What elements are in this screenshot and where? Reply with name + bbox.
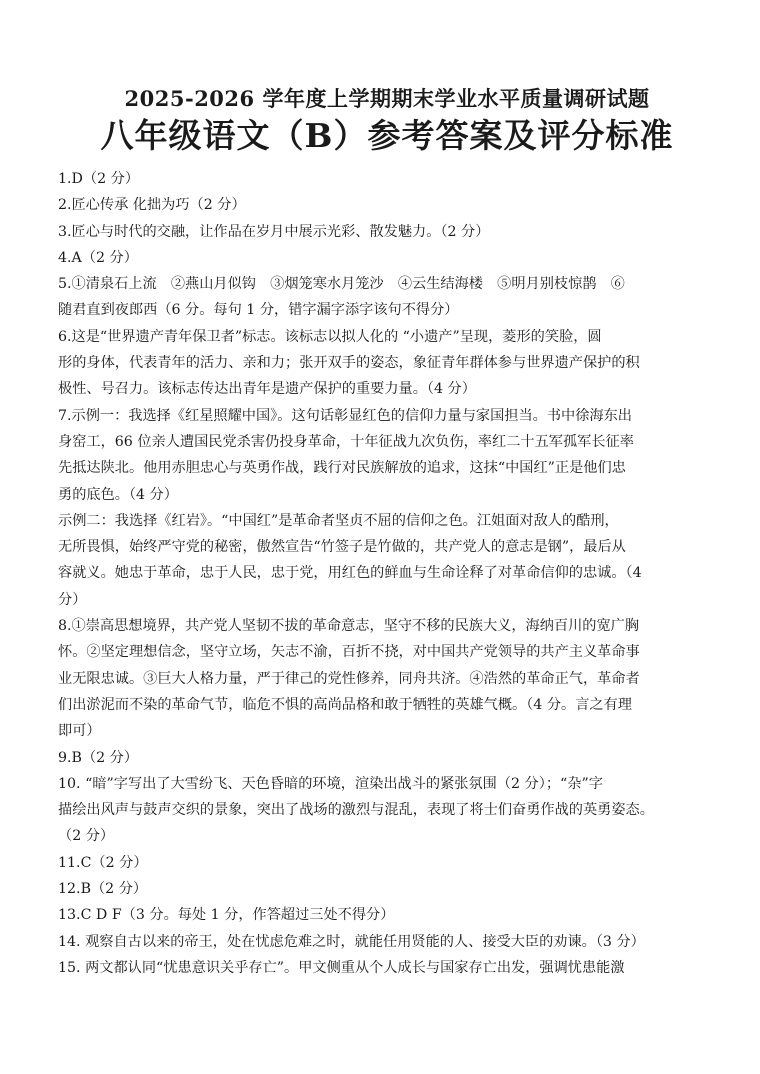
answer-line: 业无限忠诚。③巨大人格力量，严于律己的党性修养，同舟共济。④浩然的革命正气，革命者 (58, 670, 640, 687)
answer-line: 4.A（2 分） (58, 249, 138, 266)
answer-line: 怀。②坚定理想信念，坚守立场，矢志不渝，百折不挠，对中国共产党领导的共产主义革命事 (58, 644, 640, 661)
answer-line: （2 分） (58, 828, 115, 845)
answer-key-title: 八年级语文（B）参考答案及评分标准 (100, 116, 674, 155)
answer-line: 1.D（2 分） (58, 171, 140, 187)
answer-line: 即可） (58, 723, 101, 740)
answer-line: 9.B（2 分） (58, 749, 139, 766)
answer-line: 无所畏惧，始终严守党的秘密，傲然宣告“竹签子是竹做的，共产党人的意志是钢”，最后从 (58, 539, 626, 556)
answer-line: 12.B（2 分） (58, 881, 148, 898)
answer-line: 容就义。她忠于革命，忠于人民，忠于党，用红色的鲜血与生命诠释了对革命信仰的忠诚。（4 (58, 565, 642, 582)
answer-line: 先抵达陕北。他用赤胆忠心与英勇作战，践行对民族解放的追求，这抹“中国红”正是他们忠 (58, 460, 626, 477)
exam-title: 2025-2026 学年度上学期期末学业水平质量调研试题 (124, 86, 650, 111)
answer-line: 5.①清泉石上流 ②燕山月似钩 ③烟笼寒水月笼沙 ④云生结海楼 ⑤明月别枝惊鹊 ⑥ (58, 276, 625, 293)
answer-line: 11.C（2 分） (58, 854, 148, 871)
answer-line: 3.匠心与时代的交融，让作品在岁月中展示光彩、散发魅力。（2 分） (58, 223, 490, 240)
answer-line: 随君直到夜郎西（6 分。每句 1 分，错字漏字添字该句不得分） (58, 302, 459, 319)
answer-line: 们出淤泥而不染的革命气节，临危不惧的高尚品格和敢于牺牲的英雄气概。（4 分。言之有理 (58, 696, 632, 713)
answer-body (58, 166, 716, 981)
answer-line: 6.这是“世界遗产青年保卫者”标志。该标志以拟人化的 “小遗产”呈现，菱形的笑脸，圆 (58, 328, 602, 345)
answer-line: 形的身体，代表青年的活力、亲和力；张开双手的姿态，象征青年群体参与世界遗产保护的积 (58, 355, 640, 372)
answer-line: 14. 观察自古以来的帝王，处在忧虑危难之时，就能任用贤能的人、接受大臣的劝谏。（3 分） (58, 933, 645, 950)
answer-line: 描绘出风声与鼓声交织的景象，突出了战场的激烈与混乱，表现了将士们奋勇作战的英勇姿态。 (58, 802, 654, 819)
answer-line: 勇的底色。（4 分） (58, 486, 178, 503)
answer-line: 示例二：我选择《红岩》。“中国红”是革命者坚贞不屈的信仰之色。江姐面对敌人的酷刑， (58, 512, 619, 529)
answer-line: 分） (58, 591, 87, 608)
answer-line: 7.示例一：我选择《红星照耀中国》。这句话彰显红色的信仰力量与家国担当。书中徐海东出 (58, 407, 632, 424)
answer-line: 15. 两文都认同“忧患意识关乎存亡”。甲文侧重从个人成长与国家存亡出发，强调忧患能激 (58, 959, 625, 976)
answer-line: 8.①崇高思想境界，共产党人坚韧不拔的革命意志，坚守不移的民族大义，海纳百川的宽广胸 (58, 618, 640, 635)
answer-line: 极性、号召力。该标志传达出青年是遗产保护的重要力量。（4 分） (58, 381, 476, 398)
answer-line: 身窑工，66 位亲人遭国民党杀害仍投身革命，十年征战九次负伤，率红二十五军孤军长征率 (58, 433, 634, 450)
answer-line: 10. “暗”字写出了大雪纷飞、天色昏暗的环境，渲染出战斗的紧张氛围（2 分）；“杂”字 (58, 775, 603, 792)
answer-line: 2.匠心传承 化拙为巧（2 分） (58, 197, 246, 214)
answer-line: 13.C D F（3 分。每处 1 分，作答超过三处不得分） (58, 907, 395, 924)
